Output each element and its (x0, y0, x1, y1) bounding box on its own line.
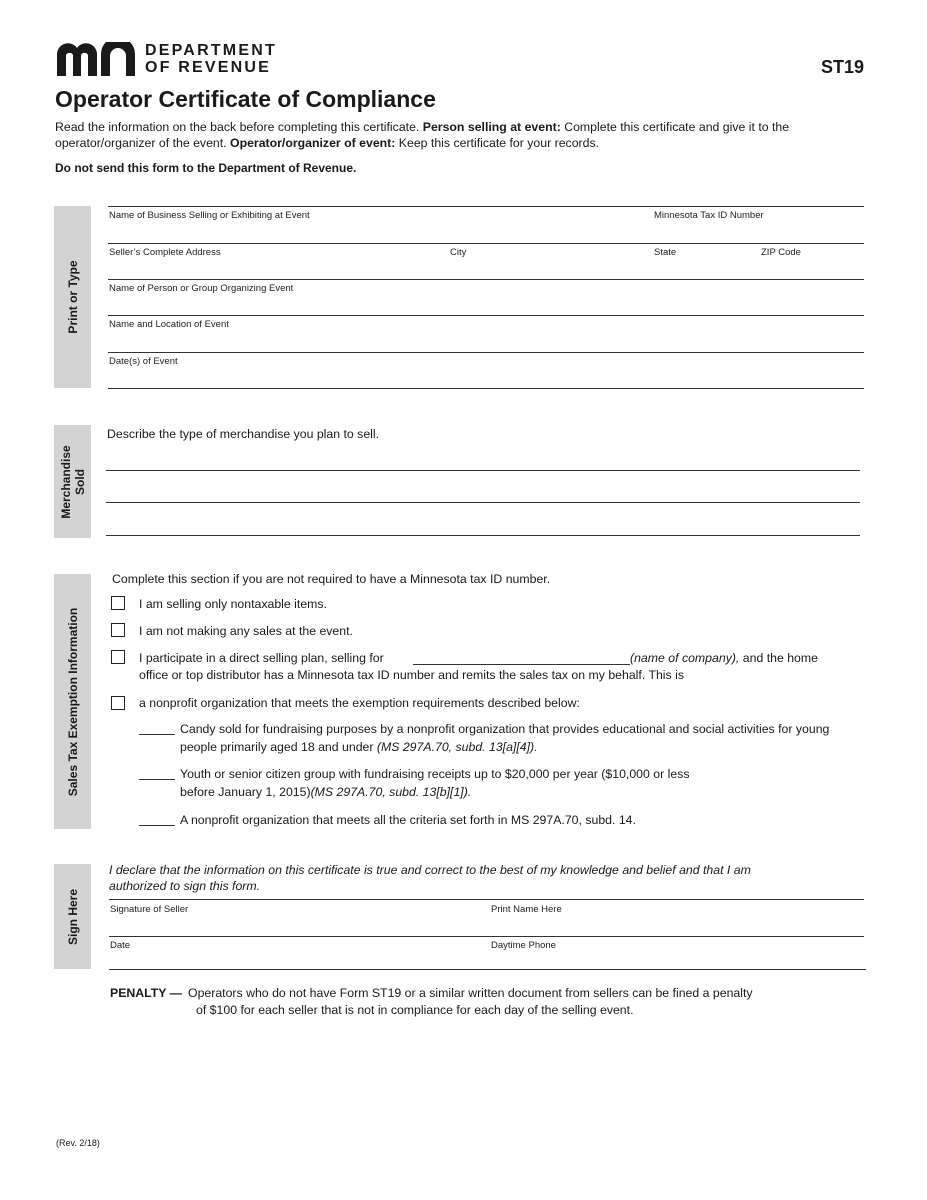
intro-bold-2: Operator/organizer of event: (230, 136, 396, 150)
declaration-line-2: authorized to sign this form. (109, 879, 261, 893)
do-not-send-notice: Do not send this form to the Department of Revenue. (55, 161, 357, 175)
tax-id-label: Minnesota Tax ID Number (654, 210, 764, 221)
date-input[interactable] (109, 952, 484, 968)
page-title: Operator Certificate of Compliance (55, 86, 436, 112)
youth-group-text-line-2 (180, 783, 471, 801)
form-id: ST19 (820, 57, 864, 77)
nontaxable-checkbox[interactable] (111, 596, 125, 610)
department-logo-text (145, 42, 277, 76)
youth-group-blank[interactable] (139, 765, 175, 779)
youth-group-text-line-1: Youth or senior citizen group with fundraising receipts up to $20,000 per year ($10,000 or less (180, 767, 690, 781)
business-name-label: Name of Business Selling or Exhibiting at Event (109, 210, 310, 221)
tax-id-input[interactable] (654, 222, 862, 242)
intro-text-2: Complete this certificate and give it to the operator/organizer of the event. (55, 120, 790, 150)
intro-text-1: Read the information on the back before completing this certificate. (55, 120, 423, 134)
sign-here-label: Sign Here (65, 888, 80, 945)
nonprofit-checkbox[interactable] (111, 696, 125, 710)
state-label: State (654, 247, 677, 258)
daytime-phone-input[interactable] (490, 952, 862, 968)
candy-age-text: people primarily aged 18 and under (180, 740, 377, 754)
print-name-label: Print Name Here (491, 904, 562, 915)
city-input[interactable] (449, 259, 649, 278)
direct-selling-option-line-1: I participate in a direct selling plan, selling for (139, 651, 384, 665)
signature-label: Signature of Seller (110, 904, 189, 915)
sign-here-band (54, 864, 91, 969)
address-label: Seller’s Complete Address (109, 247, 221, 258)
merchandise-input-line-1[interactable] (106, 447, 860, 470)
field-rule (108, 243, 864, 244)
event-location-input[interactable] (108, 331, 862, 351)
company-name-input[interactable] (413, 649, 630, 664)
sales-tax-exemption-label: Sales Tax Exemption Information (65, 607, 80, 796)
field-rule (108, 315, 864, 316)
writing-line (106, 535, 860, 536)
nontaxable-option: I am selling only nontaxable items. (139, 597, 327, 611)
youth-group-blank-line (139, 779, 175, 780)
city-label: City (450, 247, 467, 258)
candy-citation: (MS 297A.70, subd. 13[a][4]). (376, 740, 538, 754)
signature-input[interactable] (109, 916, 484, 935)
field-rule (109, 969, 866, 970)
merchandise-label-line-2: Sold (72, 468, 87, 495)
merchandise-input-line-2[interactable] (106, 479, 860, 502)
field-rule (108, 352, 864, 353)
penalty-label: PENALTY — (110, 986, 182, 1000)
nonprofit-option: a nonprofit organization that meets the exemption requirements described below: (139, 696, 580, 710)
date-label: Date (110, 940, 131, 951)
event-location-label: Name and Location of Event (109, 319, 229, 330)
merchandise-sold-label (59, 445, 87, 518)
print-name-input[interactable] (490, 916, 862, 935)
direct-selling-checkbox[interactable] (111, 650, 125, 664)
field-rule (108, 279, 864, 280)
company-name-hint: (name of company), (630, 651, 740, 665)
event-dates-input[interactable] (108, 368, 862, 387)
declaration-text (109, 862, 849, 894)
penalty-text-line-2: of $100 for each seller that is not in compliance for each day of the selling event. (196, 1003, 634, 1017)
candy-text-line-2 (180, 738, 538, 756)
candy-text-line-1: Candy sold for fundraising purposes by a nonprofit organization that provides educational and social activities for young (180, 722, 830, 736)
merchandise-sold-band (54, 425, 91, 538)
no-sales-checkbox[interactable] (111, 623, 125, 637)
print-or-type-band (54, 206, 91, 388)
field-rule (108, 206, 864, 207)
home-text: and the home (739, 651, 818, 665)
daytime-phone-label: Daytime Phone (491, 940, 556, 951)
organizer-label: Name of Person or Group Organizing Event (109, 283, 294, 294)
logo-line-2: OF REVENUE (145, 59, 272, 76)
address-input[interactable] (108, 259, 444, 278)
mn-logo-icon (57, 42, 135, 76)
state-input[interactable] (654, 259, 756, 278)
logo-line-1: DEPARTMENT (145, 42, 277, 59)
candy-blank[interactable] (139, 720, 175, 734)
nonprofit-criteria-text: A nonprofit organization that meets all the criteria set forth in MS 297A.70, subd. 14. (180, 813, 636, 827)
sales-tax-exemption-band (54, 574, 91, 829)
candy-blank-line (139, 734, 175, 735)
direct-selling-option-line-1-end (630, 649, 818, 667)
writing-line (106, 502, 860, 503)
youth-group-date-text: before January 1, 2015) (180, 785, 311, 799)
direct-selling-option-line-2: office or top distributor has a Minnesota tax ID number and remits the sales tax on my behalf. This is (139, 668, 684, 682)
field-rule (109, 936, 864, 937)
merchandise-input-line-3[interactable] (106, 512, 860, 535)
event-dates-label: Date(s) of Event (109, 356, 178, 367)
zip-label: ZIP Code (761, 247, 801, 258)
merchandise-prompt: Describe the type of merchandise you plan to sell. (107, 427, 380, 441)
organizer-input[interactable] (108, 295, 862, 314)
merchandise-label-line-1: Merchandise (58, 444, 73, 519)
field-rule (108, 388, 864, 389)
zip-input[interactable] (761, 259, 863, 278)
business-name-input[interactable] (108, 222, 648, 242)
print-or-type-label: Print or Type (65, 260, 80, 334)
intro-bold-1: Person selling at event: (422, 120, 561, 134)
no-sales-option: I am not making any sales at the event. (139, 624, 353, 638)
nonprofit-criteria-blank[interactable] (139, 811, 175, 825)
revision-date: (Rev. 2/18) (56, 1138, 100, 1148)
penalty-text-line-1: Operators who do not have Form ST19 or a similar written document from sellers can be fined a penalty (188, 986, 753, 1000)
intro-text-3: Keep this certificate for your records. (395, 136, 600, 150)
nonprofit-criteria-blank-line (139, 825, 175, 826)
declaration-line-1: I declare that the information on this certificate is true and correct to the best of my knowledge and belief and that I am (109, 863, 751, 877)
writing-line (106, 470, 860, 471)
intro-text (55, 119, 845, 151)
company-name-line (413, 664, 630, 665)
field-rule (109, 899, 864, 900)
exemption-intro: Complete this section if you are not required to have a Minnesota tax ID number. (112, 572, 551, 586)
youth-group-citation: (MS 297A.70, subd. 13[b][1]). (310, 785, 472, 799)
